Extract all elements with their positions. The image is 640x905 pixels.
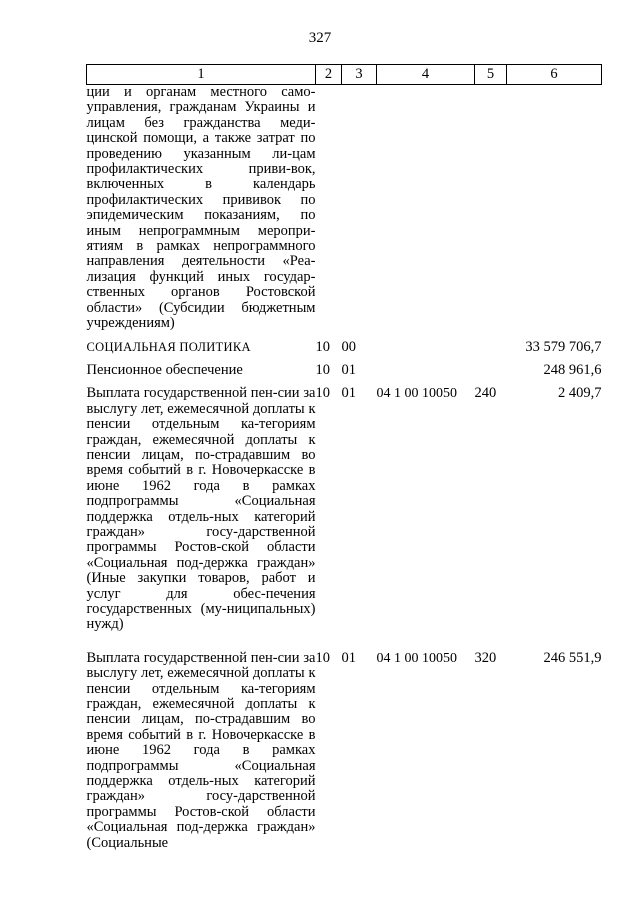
row-expense [475, 363, 507, 386]
row-amount: 33 579 706,7 [525, 338, 602, 355]
row-amount: 248 961,6 [543, 361, 602, 378]
row-name: Выплата государственной пен-сии за выслугу лет, ежемесячной доплаты к пенсии отдельным ка-тегориям граждан, ежемесячной доплаты к пенсии лицам, по-страдавшим во время событий в г. Новочеркасске в июне 1962 года в рамках подпрограммы «Социальная поддержка отдель-ных категорий граждан» госу-дарственной программы Ростов-ской области «Социальная под-держка граждан» (Иные закупки товаров, работ и услуг для обес-печения государственных (му-ниципальных) нужд) [86, 385, 316, 633]
table-row [87, 340, 602, 363]
row-expense: 240 [474, 385, 497, 402]
row-target [377, 340, 475, 363]
table-row [87, 386, 602, 651]
row-subsection: 00 [341, 338, 356, 355]
row-amount: 2 409,7 [558, 385, 602, 402]
table-row [87, 85, 602, 340]
row-section: 10 [315, 385, 330, 402]
header-col-2: 2 [316, 65, 342, 85]
row-expense [475, 85, 507, 340]
row-section: 10 [315, 649, 330, 666]
row-amount: 246 551,9 [543, 649, 602, 666]
row-subsection: 01 [341, 649, 356, 666]
budget-table [86, 64, 602, 851]
row-name: Пенсионное обеспечение [86, 361, 243, 378]
header-col-4: 4 [377, 65, 475, 85]
row-target [377, 85, 475, 340]
row-amount [507, 85, 602, 340]
row-subsection: 01 [341, 385, 356, 402]
table-row [87, 363, 602, 386]
row-name: Выплата государственной пен-сии за выслугу лет, ежемесячной доплаты к пенсии отдельным ка-тегориям граждан, ежемесячной доплаты к пенсии лицам, по-страдавшим во время событий в г. Новочеркасске в июне 1962 года в рамках подпрограммы «Социальная поддержка отдель-ных категорий граждан» госу-дарственной программы Ростов-ской области «Социальная под-держка граждан» (Социальные [86, 649, 316, 851]
header-col-6: 6 [507, 65, 602, 85]
header-col-3: 3 [342, 65, 377, 85]
row-expense [475, 340, 507, 363]
row-target [377, 363, 475, 386]
row-section: 10 [315, 338, 330, 355]
row-name: ции и органам местного само-управления, гражданам Украины и лицам без гражданства меди-цинской помощи, а также затрат по проведению указанным ли-цам профилактических приви-вок, включенных в календарь профилактических прививок по эпидемическим показаниям, по иным непрограммным меропри-ятиям в рамках непрограммного направления деятельности «Реа-лизация функций иных государ-ственных органов Ростовской области» (Субсидии бюджетным учреждениям) [86, 84, 316, 332]
header-row [87, 65, 602, 85]
row-target: 04 1 00 10050 [376, 650, 457, 666]
row-section: 10 [315, 361, 330, 378]
row-section [316, 85, 342, 340]
table-row [87, 651, 602, 851]
row-subsection [342, 85, 377, 340]
header-col-5: 5 [475, 65, 507, 85]
row-expense: 320 [474, 649, 497, 666]
header-col-1: 1 [87, 65, 316, 85]
page-number: 327 [308, 30, 332, 46]
section-heading: СОЦИАЛЬНАЯ ПОЛИТИКА [86, 339, 251, 354]
row-target: 04 1 00 10050 [376, 386, 457, 402]
row-subsection: 01 [341, 361, 356, 378]
